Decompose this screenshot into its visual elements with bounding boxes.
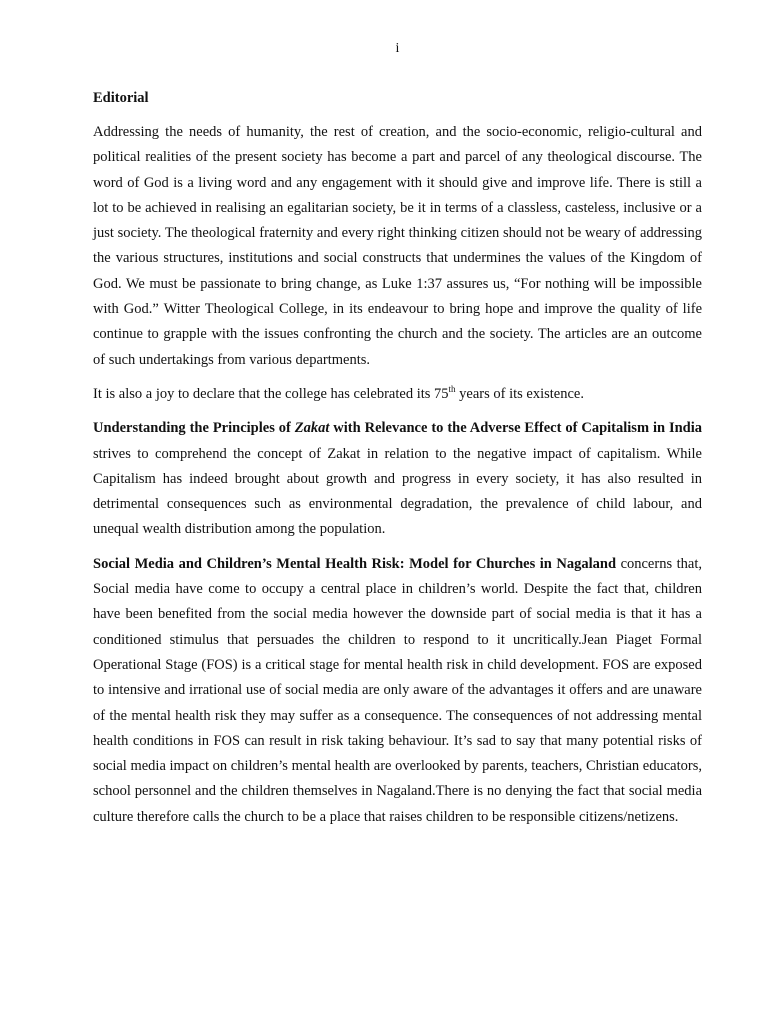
- page-number: i: [395, 41, 400, 56]
- editorial-heading: Editorial: [93, 90, 149, 106]
- paragraph-zakat: [93, 416, 702, 542]
- article-title-zakat: [93, 420, 702, 436]
- document-page: [93, 40, 702, 839]
- zakat-title-part1: Understanding the Principles of: [93, 420, 295, 437]
- paragraph-intro: Addressing the needs of humanity, the rest of creation, and the socio-economic, religio-cultural and political realities of the present society has become a part and parcel of any theological discourse. The word of God is a living word and any engagement with it should give and improve life. There is still a lot to be achieved in realising an egalitarian society, be it in terms of a classless, casteless, inclusive or a just society. The theological fraternity and every right thinking citizen should not be weary of addressing the various structures, institutions and social constructs that undermines the values of the Kingdom of God. We must be passionate to bring change, as Luke 1:37 assures us, “For nothing will be impossible with God.” Witter Theological College, in its endeavour to bring hope and improve the quality of life continue to grapple with the issues confronting the church and the society. The articles are an outcome of such undertakings from various departments.: [93, 124, 702, 368]
- paragraph-anniversary: [93, 382, 702, 407]
- social-media-summary: concerns that, Social media have come to occupy a central place in children’s world. Despite the fact that, children have been benefited from the social media however the downside part of social media is that it has a conditioned stimulus that persuades the children to respond to it uncritically.Jean Piaget Formal Operational Stage (FOS) is a critical stage for mental health risk in child development. FOS are exposed to intensive and irrational use of social media are only aware of the advantages it offers and are unaware of the mental health risk they may suffer as a consequence. The consequences of not addressing mental health conditions in FOS can result in risk taking behaviour. It’s sad to say that many potential risks of social media impact on children’s mental health are overlooked by parents, teachers, Christian educators, school personnel and the children themselves in Nagaland.There is no denying the fact that social media culture therefore calls the church to be a place that raises children to be responsible citizens/netizens.: [93, 555, 702, 825]
- zakat-summary: strives to comprehend the concept of Zakat in relation to the negative impact of capitalism. While Capitalism has indeed brought about growth and progress in every society, it has also resulted in detrimental consequences such as environmental degradation, the prevalence of child labour, and unequal wealth distribution among the population.: [93, 445, 702, 538]
- article-title-social-media: Social Media and Children’s Mental Health Risk: Model for Churches in Nagaland: [93, 555, 617, 572]
- ordinal-superscript: th: [448, 384, 456, 395]
- zakat-title-italic: Zakat: [294, 420, 330, 437]
- zakat-title-part2: with Relevance to the Adverse Effect of Capitalism in India: [329, 420, 702, 437]
- paragraph-social-media: [93, 552, 702, 830]
- anniversary-text-before: It is also a joy to declare that the college has celebrated its 75: [93, 385, 449, 402]
- anniversary-text-after: years of its existence.: [455, 385, 584, 402]
